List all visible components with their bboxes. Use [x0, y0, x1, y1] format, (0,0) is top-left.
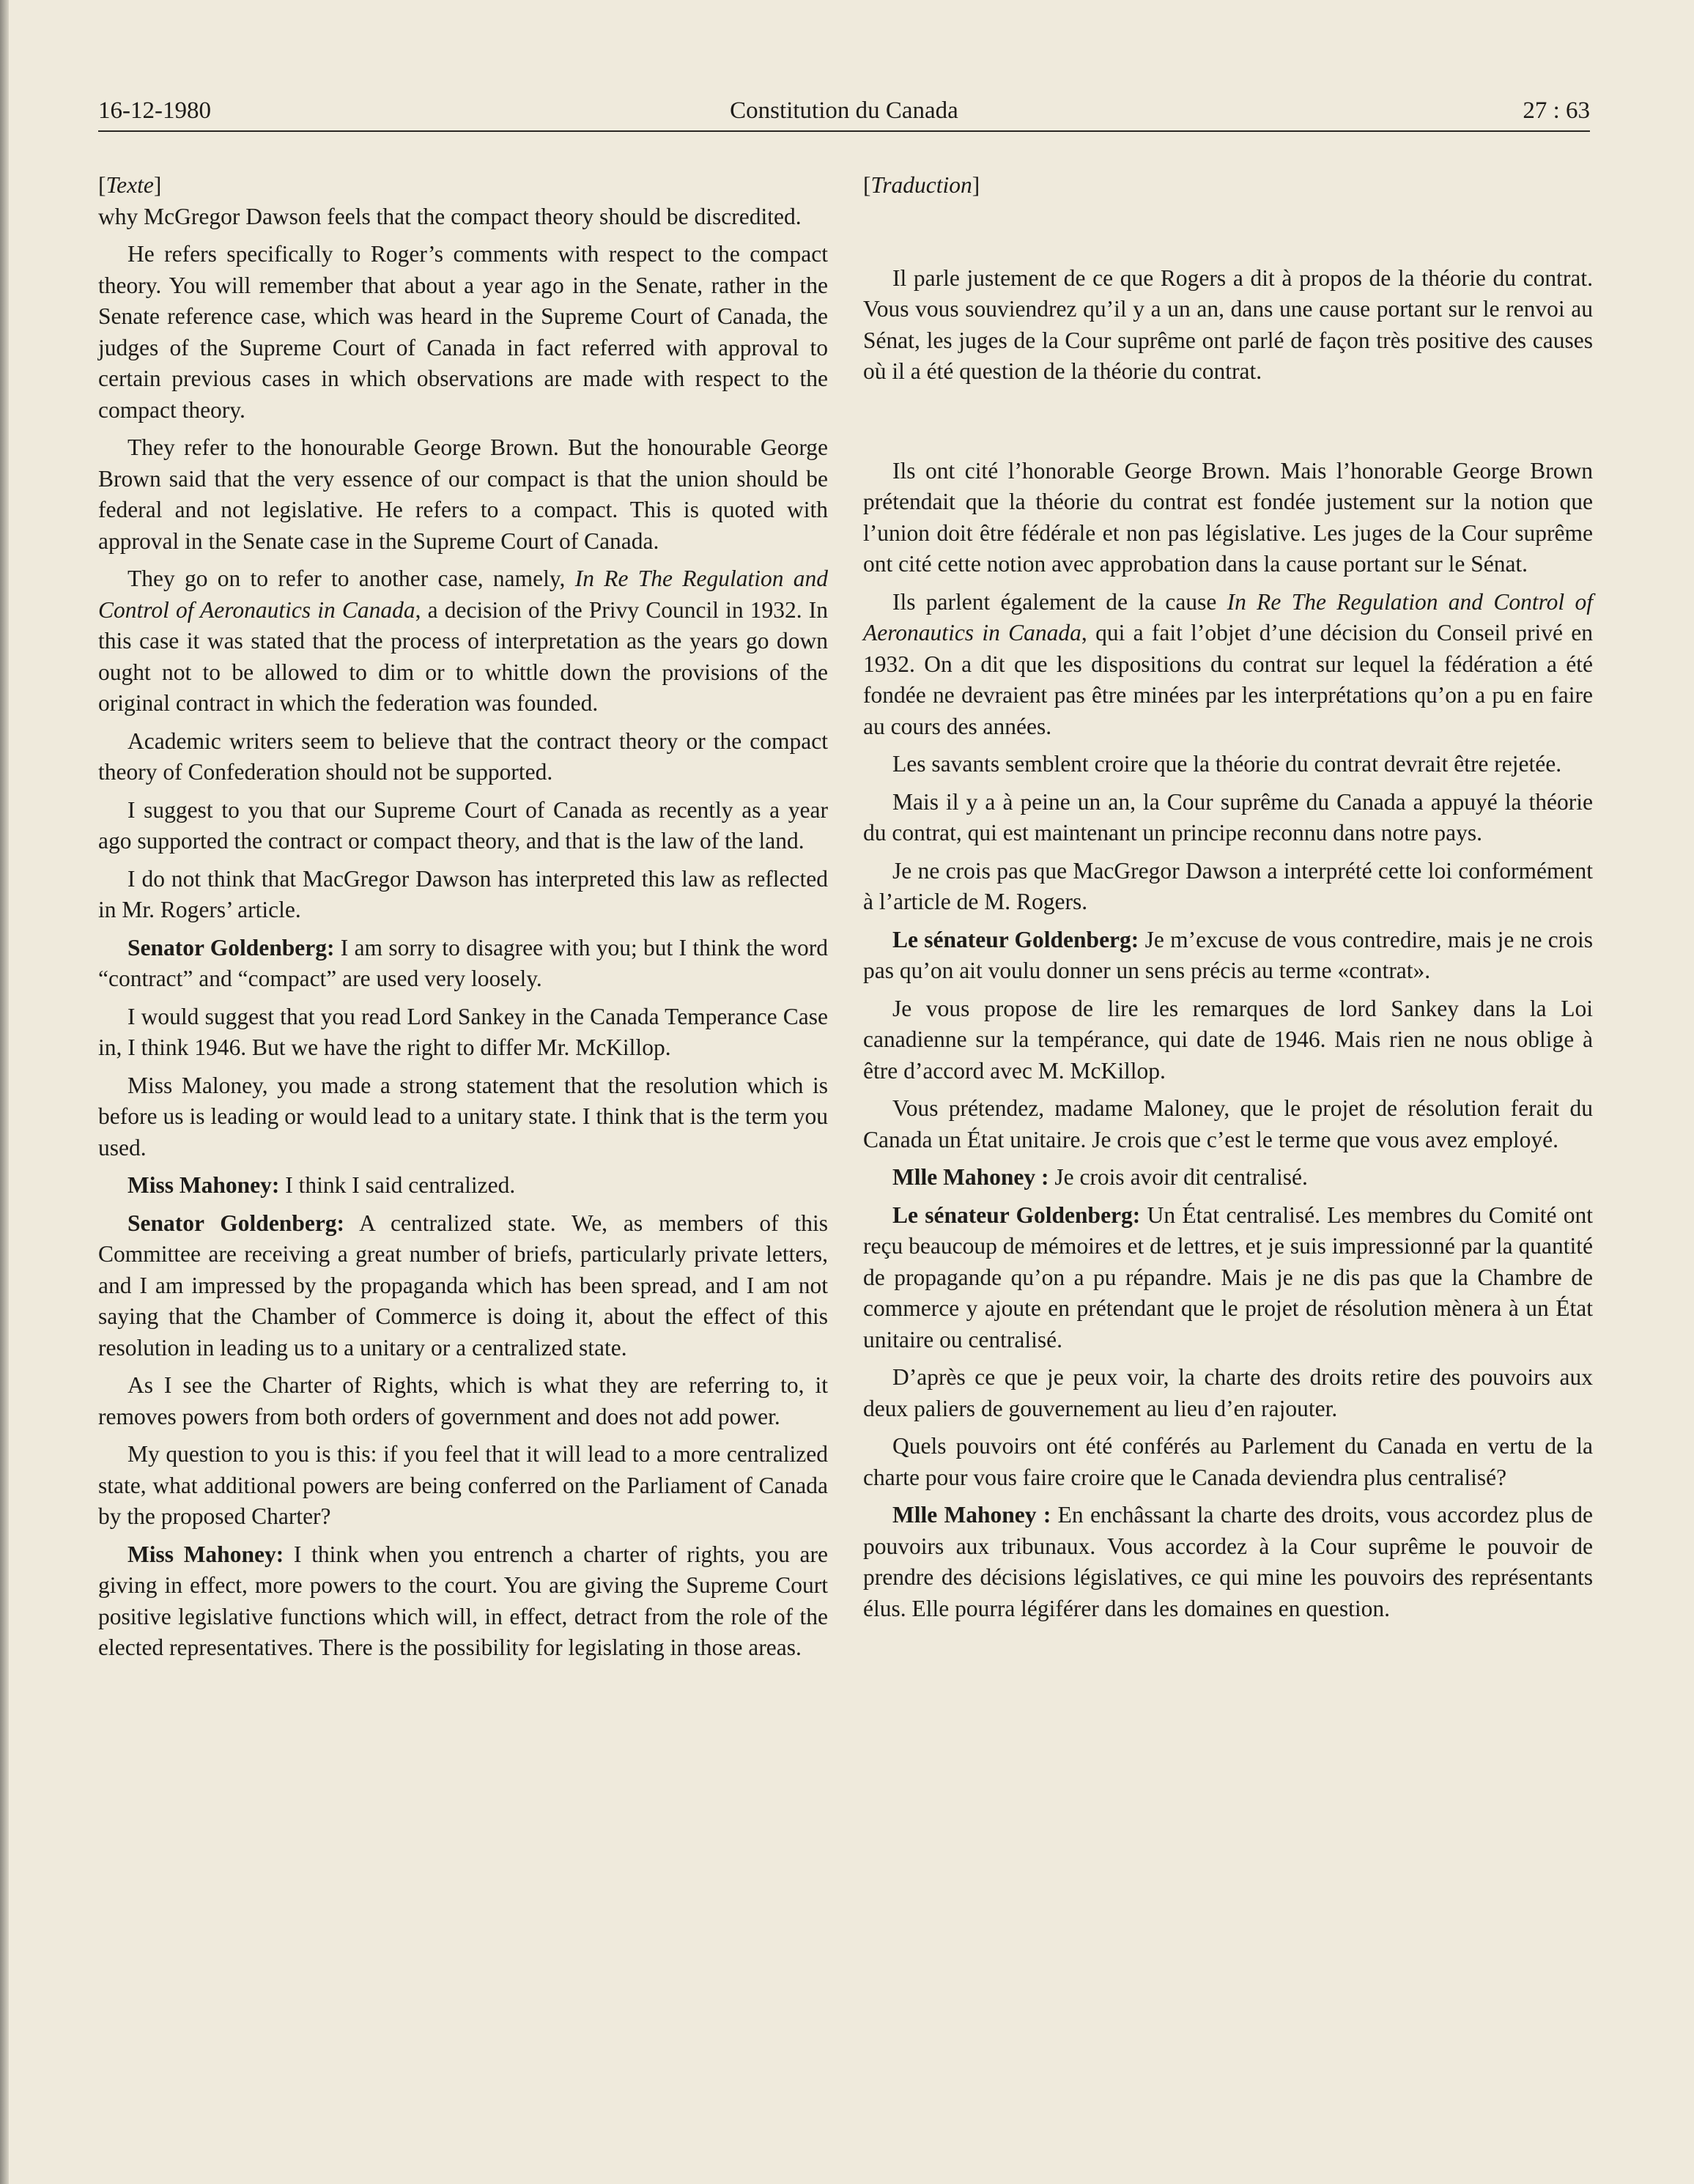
header-page-number: 27 : 63 [1523, 97, 1590, 124]
paragraph: Vous prétendez, madame Maloney, que le projet de résolution ferait du Canada un État unitaire. Je crois que c’est le terme que vous avez employé. [863, 1095, 1593, 1152]
header-rule [98, 130, 1590, 132]
paragraph: Je vous propose de lire les remarques de lord Sankey dans la Loi canadienne sur la tempérance, qui date de 1946. Mais rien ne nous oblige à être d’accord avec M. McKillop. [863, 995, 1593, 1084]
paragraph: I do not think that MacGregor Dawson has interpreted this law as reflected in Mr. Rogers’ article. [98, 865, 828, 922]
header-date: 16-12-1980 [98, 97, 211, 124]
paragraph: Ils ont cité l’honorable George Brown. Mais l’honorable George Brown prétendait que la théorie du contrat est fondée justement sur la notion que l’union doit être fédérale et non pas législative. Les juges de la Cour suprême ont cité cette notion avec approbation dans la cause portant sur le Sénat. [863, 457, 1593, 577]
paragraph: I would suggest that you read Lord Sankey in the Canada Temperance Case in, I think 1946. But we have the right to differ Mr. McKillop. [98, 1003, 828, 1060]
paragraph: My question to you is this: if you feel that it will lead to a more centralized state, what additional powers are being conferred on the Parliament of Canada by the proposed Charter? [98, 1441, 828, 1529]
paragraph: Le sénateur Goldenberg: Je m’excuse de vous contredire, mais je ne crois pas qu’on ait voulu donner un sens précis au terme «contrat». [863, 926, 1593, 983]
page-edge-shadow [0, 0, 9, 2184]
paragraph: Senator Goldenberg: I am sorry to disagree with you; but I think the word “contract” and “compact” are used very loosely. [98, 934, 828, 991]
paragraph: He refers specifically to Roger’s comments with respect to the compact theory. You will remember that about a year ago in the Senate, rather in the Senate reference case, which was heard in the Supreme Court of Canada, the judges of the Supreme Court of Canada in fact referred with approval to certain previous cases in which observations are made with respect to the compact theory. [98, 241, 828, 423]
paragraph: Mais il y a à peine un an, la Cour suprême du Canada a appuyé la théorie du contrat, qui est maintenant un principe reconnu dans notre pays. [863, 788, 1593, 845]
paragraph: Miss Mahoney: I think I said centralized. [127, 1172, 516, 1198]
paragraph: They go on to refer to another case, namely, In Re The Regulation and Control of Aeronautics in Canada, a decision of the Privy Council in 1932. In this case it was stated that the process of interpretation as the years go down ought not to be allowed to dim or to whittle down the provisions of the original contract in which the federation was founded. [98, 566, 828, 716]
case-title: In Re The Regulation and Control of Aeronautics in Canada [863, 588, 1593, 645]
speaker-name: Senator Goldenberg: [127, 1210, 345, 1236]
paragraph: why McGregor Dawson feels that the compact theory should be discredited. [98, 203, 802, 229]
paragraph: As I see the Charter of Rights, which is what they are referring to, it removes powers from both orders of government and does not add power. [98, 1372, 828, 1429]
paragraph: I suggest to you that our Supreme Court of Canada as recently as a year ago supported the contract or compact theory, and that is the law of the land. [98, 796, 828, 854]
column-english [98, 170, 828, 1670]
paragraph: Mlle Mahoney : En enchâssant la charte des droits, vous accordez plus de pouvoirs aux tribunaux. Vous accordez à la Cour suprême le pouvoir de prendre des décisions législatives, ce qui mine les pouvoirs des représentants élus. Elle pourra légiférer dans les domaines en question. [863, 1502, 1593, 1621]
speaker-name: Senator Goldenberg: [127, 934, 335, 960]
paragraph: Academic writers seem to believe that the contract theory or the compact theory of Confederation should not be supported. [98, 728, 828, 785]
section-tag-traduction: [Traduction] [863, 172, 980, 198]
speaker-name: Le sénateur Goldenberg: [892, 926, 1139, 952]
paragraph: D’après ce que je peux voir, la charte des droits retire des pouvoirs aux deux paliers de gouvernement au lieu d’en rajouter. [863, 1364, 1593, 1421]
paragraph: Les savants semblent croire que la théorie du contrat devrait être rejetée. [892, 751, 1562, 777]
running-header [98, 94, 1590, 127]
speaker-name: Miss Mahoney: [127, 1541, 284, 1567]
speaker-name: Miss Mahoney: [127, 1172, 280, 1198]
paragraph: Miss Maloney, you made a strong statement that the resolution which is before us is leading or would lead to a unitary state. I think that is the term you used. [98, 1072, 828, 1161]
section-tag-texte: [Texte] [98, 172, 162, 198]
paragraph: Mlle Mahoney : Je crois avoir dit centralisé. [892, 1164, 1308, 1190]
paragraph: Ils parlent également de la cause In Re The Regulation and Control of Aeronautics in Canada, qui a fait l’objet d’une décision du Conseil privé en 1932. On a dit que les dispositions du contrat sur lequel la fédération a été fondée ne devraient pas être minées par les interprétations qu’on a pu en faire au cours des années. [863, 588, 1593, 739]
paragraph: Senator Goldenberg: A centralized state. We, as members of this Committee are receiving a great number of briefs, particularly private letters, and I am impressed by the propaganda which has been spread, and I am not saying that the Chamber of Commerce is doing it, about the effect of this resolution in leading us to a unitary or a centralized state. [98, 1210, 828, 1361]
speaker-name: Mlle Mahoney : [892, 1502, 1051, 1528]
column-french [863, 170, 1593, 1631]
case-title: In Re The Regulation and Control of Aeronautics in Canada [98, 566, 828, 623]
paragraph: Quels pouvoirs ont été conférés au Parlement du Canada en vertu de la charte pour vous faire croire que le Canada deviendra plus centralisé? [863, 1433, 1593, 1490]
header-title: Constitution du Canada [730, 97, 958, 124]
paragraph: Je ne crois pas que MacGregor Dawson a interprété cette loi conformément à l’article de M. Rogers. [863, 857, 1593, 914]
paragraph: Il parle justement de ce que Rogers a dit à propos de la théorie du contrat. Vous vous souviendrez qu’il y a un an, dans une cause portant sur le renvoi au Sénat, les juges de la Cour suprême ont parlé de façon très positive des causes où il a été question de la théorie du contrat. [863, 264, 1593, 384]
paragraph: Le sénateur Goldenberg: Un État centralisé. Les membres du Comité ont reçu beaucoup de mémoires et de lettres, et je suis impressionné par la quantité de propagande qu’on a pu répandre. Mais je ne dis pas que la Chambre de commerce y ajoute en prétendant que le projet de résolution mènera à un État unitaire ou centralisé. [863, 1202, 1593, 1352]
paragraph: They refer to the honourable George Brown. But the honourable George Brown said that the very essence of our compact is that the union should be federal and not legislative. He refers to a compact. This is quoted with approval in the Senate case in the Supreme Court of Canada. [98, 434, 828, 554]
paragraph: Miss Mahoney: I think when you entrench a charter of rights, you are giving in effect, more powers to the court. You are giving the Supreme Court positive legislative functions which will, in effect, detract from the role of the elected representatives. There is the possibility for legislating in those areas. [98, 1541, 828, 1660]
speaker-name: Le sénateur Goldenberg: [892, 1202, 1141, 1228]
speaker-name: Mlle Mahoney : [892, 1164, 1049, 1190]
